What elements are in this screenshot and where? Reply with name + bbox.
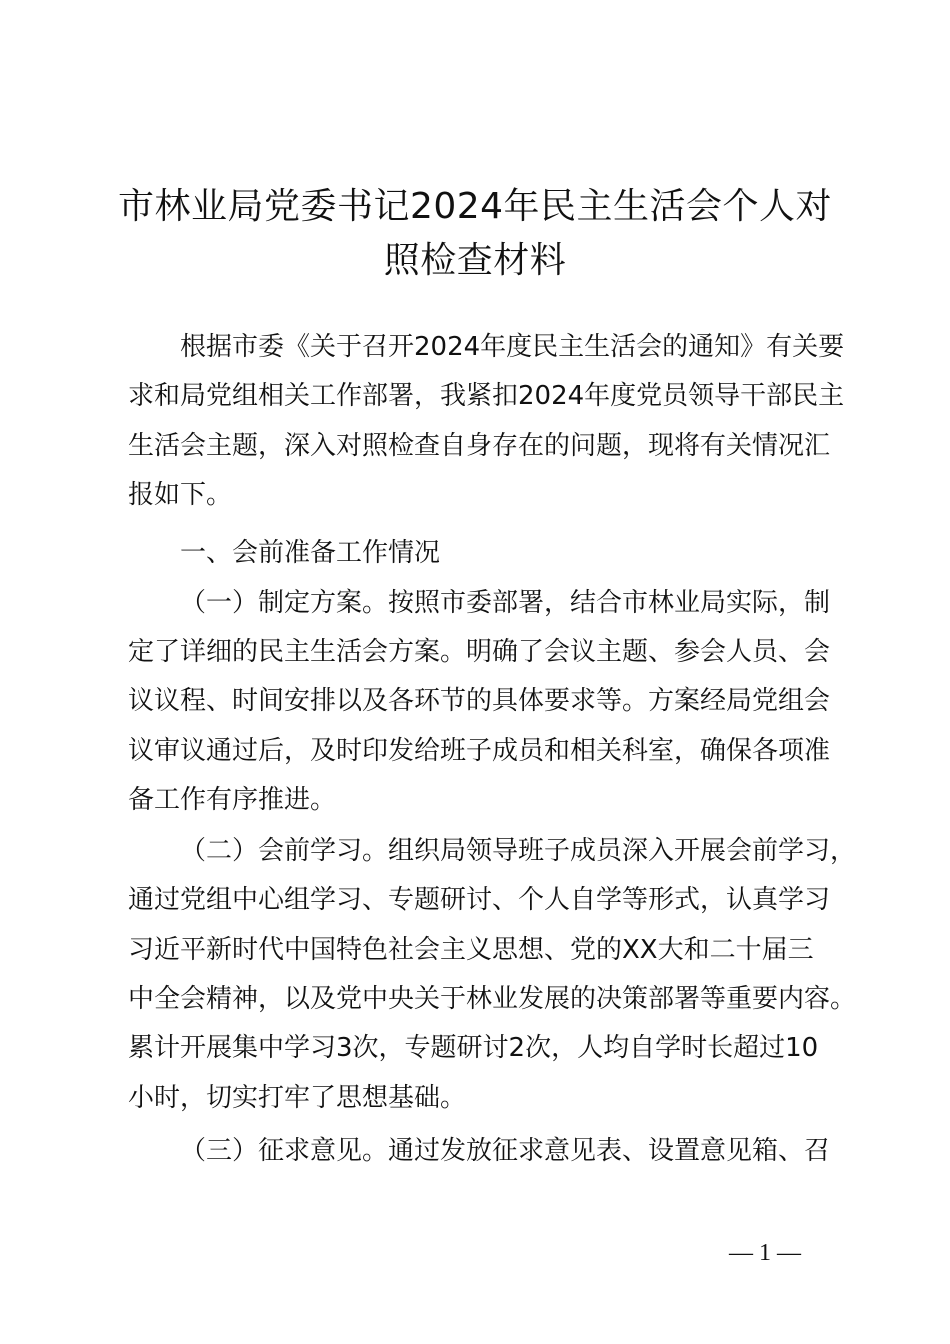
paragraph-4-line-3: 习近平新时代中国特色社会主义思想、党的XX大和二十届三 [128,935,814,965]
document-title [100,180,850,288]
paragraph-3-line-4: 议审议通过后，及时印发给班子成员和相关科室，确保各项准 [128,736,831,766]
paragraph-1-line-2: 求和局党组相关工作部署，我紧扣2024年度党员领导干部民主 [128,381,845,411]
title-line-2: 照检查材料 [383,240,567,281]
page-number: — 1 — [729,1240,801,1266]
title-line-1: 市林业局党委书记2024年民主生活会个人对 [117,186,833,227]
paragraph-1-line-3: 生活会主题，深入对照检查自身存在的问题，现将有关情况汇 [128,431,831,461]
paragraph-4-line-1: （二）会前学习。组织局领导班子成员深入开展会前学习， [180,836,857,866]
paragraph-4-line-4: 中全会精神，以及党中央关于林业发展的决策部署等重要内容。 [128,984,857,1014]
paragraph-5-line-1: （三）征求意见。通过发放征求意见表、设置意见箱、召 [180,1136,831,1166]
paragraph-1-line-1: 根据市委《关于召开2024年度民主生活会的通知》有关要 [180,332,845,362]
section-heading-1: 一、会前准备工作情况 [180,538,441,568]
paragraph-3-line-2: 定了详细的民主生活会方案。明确了会议主题、参会人员、会 [128,637,831,667]
paragraph-4-line-2: 通过党组中心组学习、专题研讨、个人自学等形式，认真学习 [128,885,831,915]
paragraph-1-line-4: 报如下。 [128,480,233,510]
paragraph-3-line-5: 备工作有序推进。 [128,785,337,815]
paragraph-3-line-1: （一）制定方案。按照市委部署，结合市林业局实际，制 [180,588,831,618]
paragraph-4-line-6: 小时，切实打牢了思想基础。 [128,1083,467,1113]
paragraph-3-line-3: 议议程、时间安排以及各环节的具体要求等。方案经局党组会 [128,686,831,716]
paragraph-4-line-5: 累计开展集中学习3次，专题研讨2次，人均自学时长超过10 [128,1033,819,1063]
